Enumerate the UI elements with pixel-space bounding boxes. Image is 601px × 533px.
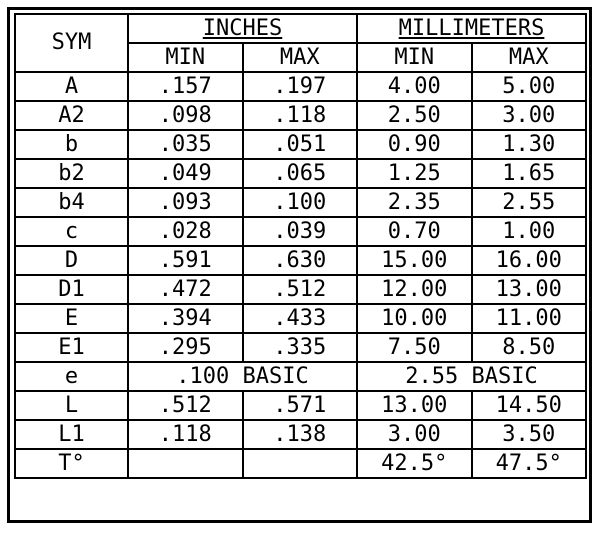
table-row (15, 304, 586, 333)
in-max-cell: .512 (243, 275, 358, 304)
mm-min-cell: 0.70 (357, 217, 472, 246)
in-max-cell: .571 (243, 391, 358, 420)
table-row (15, 246, 586, 275)
mm-min-cell: 2.50 (357, 101, 472, 130)
mm-basic-cell: 2.55 BASIC (357, 362, 586, 391)
mm-min-cell: 42.5° (357, 449, 472, 478)
in-min-cell: .028 (128, 217, 243, 246)
in-max-cell: .100 (243, 188, 358, 217)
in-min-cell: .295 (128, 333, 243, 362)
table-row (15, 333, 586, 362)
in-max-cell: .335 (243, 333, 358, 362)
in-max-cell: .630 (243, 246, 358, 275)
table-row (15, 188, 586, 217)
table-row (15, 72, 586, 101)
in-basic-cell: .100 BASIC (128, 362, 357, 391)
sym-cell: e (15, 362, 128, 391)
in-max-cell: .197 (243, 72, 358, 101)
header-row-units (15, 14, 586, 43)
table-row (15, 130, 586, 159)
mm-min-cell: 3.00 (357, 420, 472, 449)
dimension-table (14, 13, 587, 479)
mm-max-cell: 1.65 (472, 159, 587, 188)
sym-cell: T° (15, 449, 128, 478)
mm-max-cell: 1.00 (472, 217, 587, 246)
in-max-cell (243, 449, 358, 478)
table-row (15, 159, 586, 188)
header-mm-min: MIN (357, 43, 472, 72)
table-row (15, 275, 586, 304)
mm-min-cell: 7.50 (357, 333, 472, 362)
in-min-cell: .591 (128, 246, 243, 275)
table-row (15, 101, 586, 130)
mm-max-cell: 47.5° (472, 449, 587, 478)
in-max-cell: .065 (243, 159, 358, 188)
mm-min-cell: 13.00 (357, 391, 472, 420)
sym-cell: A2 (15, 101, 128, 130)
in-min-cell: .394 (128, 304, 243, 333)
mm-max-cell: 3.00 (472, 101, 587, 130)
header-in-min: MIN (128, 43, 243, 72)
mm-min-cell: 2.35 (357, 188, 472, 217)
mm-max-cell: 14.50 (472, 391, 587, 420)
in-max-cell: .433 (243, 304, 358, 333)
sym-cell: A (15, 72, 128, 101)
mm-min-cell: 12.00 (357, 275, 472, 304)
sym-cell: c (15, 217, 128, 246)
mm-max-cell: 11.00 (472, 304, 587, 333)
header-millimeters-label: MILLIMETERS (398, 15, 545, 41)
mm-max-cell: 13.00 (472, 275, 587, 304)
header-inches (128, 14, 357, 43)
in-max-cell: .039 (243, 217, 358, 246)
sym-cell: b2 (15, 159, 128, 188)
in-max-cell: .051 (243, 130, 358, 159)
mm-max-cell: 3.50 (472, 420, 587, 449)
sym-cell: E1 (15, 333, 128, 362)
mm-max-cell: 1.30 (472, 130, 587, 159)
in-min-cell: .049 (128, 159, 243, 188)
sym-cell: L1 (15, 420, 128, 449)
in-min-cell: .472 (128, 275, 243, 304)
mm-max-cell: 16.00 (472, 246, 587, 275)
in-max-cell: .138 (243, 420, 358, 449)
table-row (15, 217, 586, 246)
mm-min-cell: 10.00 (357, 304, 472, 333)
sym-cell: D1 (15, 275, 128, 304)
sym-cell: b4 (15, 188, 128, 217)
in-max-cell: .118 (243, 101, 358, 130)
sym-cell: E (15, 304, 128, 333)
table-row (15, 391, 586, 420)
in-min-cell: .157 (128, 72, 243, 101)
mm-min-cell: 0.90 (357, 130, 472, 159)
header-sym: SYM (15, 14, 128, 72)
table-row (15, 420, 586, 449)
sym-cell: b (15, 130, 128, 159)
in-min-cell: .118 (128, 420, 243, 449)
in-min-cell (128, 449, 243, 478)
sym-cell: L (15, 391, 128, 420)
mm-min-cell: 1.25 (357, 159, 472, 188)
in-min-cell: .093 (128, 188, 243, 217)
header-inches-label: INCHES (202, 15, 283, 41)
mm-min-cell: 4.00 (357, 72, 472, 101)
header-in-max: MAX (243, 43, 358, 72)
dimension-table-frame (7, 7, 592, 523)
in-min-cell: .512 (128, 391, 243, 420)
in-min-cell: .098 (128, 101, 243, 130)
mm-min-cell: 15.00 (357, 246, 472, 275)
header-mm-max: MAX (472, 43, 587, 72)
mm-max-cell: 2.55 (472, 188, 587, 217)
mm-max-cell: 5.00 (472, 72, 587, 101)
in-min-cell: .035 (128, 130, 243, 159)
table-row-basic (15, 362, 586, 391)
table-row-angle (15, 449, 586, 478)
mm-max-cell: 8.50 (472, 333, 587, 362)
header-millimeters (357, 14, 586, 43)
sym-cell: D (15, 246, 128, 275)
